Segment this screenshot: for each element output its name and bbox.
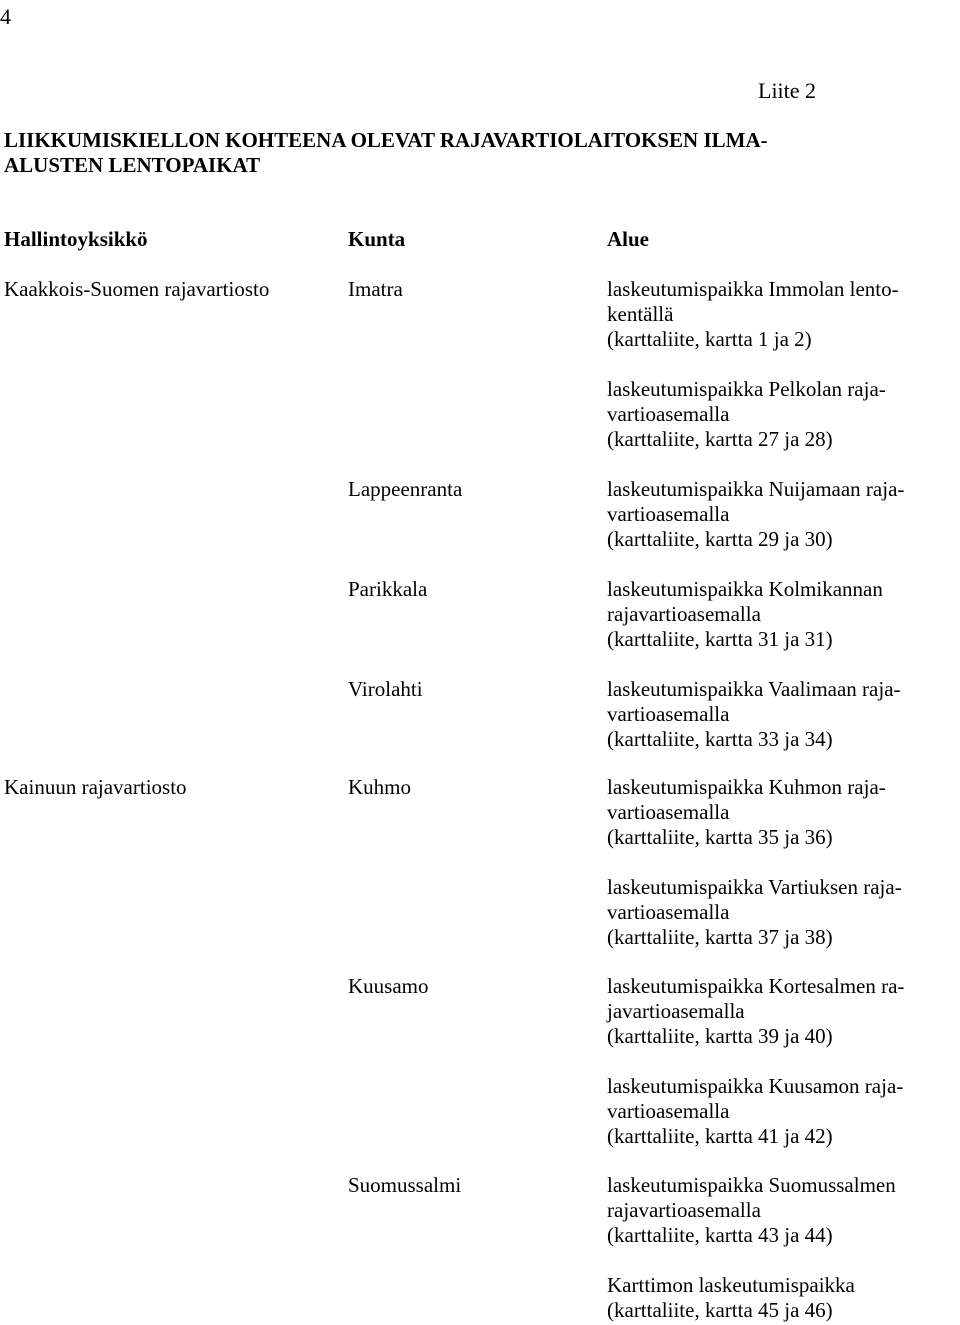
column-header-municipality: Kunta <box>348 227 406 251</box>
area-line: vartioasemalla <box>607 800 730 824</box>
area-line: vartioasemalla <box>607 702 730 726</box>
area-cell <box>607 277 899 352</box>
area-line: laskeutumispaikka Vartiuksen raja- <box>607 875 902 899</box>
area-line: (karttaliite, kartta 45 ja 46) <box>607 1298 833 1322</box>
document-title-line-2: ALUSTEN LENTOPAIKAT <box>4 153 261 177</box>
area-line: laskeutumispaikka Nuijamaan raja- <box>607 477 905 501</box>
area-cell <box>607 875 902 950</box>
appendix-label: Liite 2 <box>758 78 817 103</box>
area-line: (karttaliite, kartta 41 ja 42) <box>607 1124 833 1148</box>
area-line: vartioasemalla <box>607 402 730 426</box>
area-line: kentällä <box>607 302 674 326</box>
area-line: (karttaliite, kartta 31 ja 31) <box>607 627 833 651</box>
area-cell <box>607 677 901 752</box>
area-line: laskeutumispaikka Kolmikannan <box>607 577 883 601</box>
area-line: laskeutumispaikka Immolan lento- <box>607 277 899 301</box>
area-line: vartioasemalla <box>607 1099 730 1123</box>
page-number: 4 <box>0 4 11 29</box>
area-cell <box>607 1173 896 1248</box>
area-line: (karttaliite, kartta 33 ja 34) <box>607 727 833 751</box>
municipality-cell: Lappeenranta <box>348 477 463 501</box>
unit-cell: Kainuun rajavartiosto <box>4 775 187 799</box>
municipality-cell: Kuhmo <box>348 775 411 799</box>
column-header-unit: Hallintoyksikkö <box>4 227 148 251</box>
area-line: (karttaliite, kartta 43 ja 44) <box>607 1223 833 1247</box>
area-cell <box>607 1074 903 1149</box>
area-cell <box>607 775 886 850</box>
municipality-cell: Kuusamo <box>348 974 429 998</box>
document-title-line-1: LIIKKUMISKIELLON KOHTEENA OLEVAT RAJAVARTIOLAITOKSEN ILMA- <box>4 128 768 152</box>
area-line: rajavartioasemalla <box>607 602 761 626</box>
area-line: laskeutumispaikka Pelkolan raja- <box>607 377 886 401</box>
area-line: laskeutumispaikka Vaalimaan raja- <box>607 677 901 701</box>
area-cell <box>607 577 883 652</box>
municipality-cell: Imatra <box>348 277 403 301</box>
area-line: (karttaliite, kartta 27 ja 28) <box>607 427 833 451</box>
municipality-cell: Parikkala <box>348 577 428 601</box>
area-cell <box>607 377 886 452</box>
area-line: Karttimon laskeutumispaikka <box>607 1273 855 1297</box>
area-line: (karttaliite, kartta 29 ja 30) <box>607 527 833 551</box>
municipality-cell: Suomussalmi <box>348 1173 462 1197</box>
area-line: laskeutumispaikka Suomussalmen <box>607 1173 896 1197</box>
unit-cell: Kaakkois-Suomen rajavartiosto <box>4 277 270 301</box>
area-line: (karttaliite, kartta 35 ja 36) <box>607 825 833 849</box>
area-line: laskeutumispaikka Kortesalmen ra- <box>607 974 905 998</box>
area-cell <box>607 477 904 552</box>
area-line: (karttaliite, kartta 1 ja 2) <box>607 327 812 351</box>
municipality-cell: Virolahti <box>348 677 423 701</box>
area-cell <box>607 974 904 1049</box>
area-line: (karttaliite, kartta 39 ja 40) <box>607 1024 833 1048</box>
area-cell <box>607 1273 855 1323</box>
area-line: javartioasemalla <box>607 999 745 1023</box>
area-line: (karttaliite, kartta 37 ja 38) <box>607 925 833 949</box>
area-line: laskeutumispaikka Kuhmon raja- <box>607 775 886 799</box>
area-line: vartioasemalla <box>607 502 730 526</box>
area-line: laskeutumispaikka Kuusamon raja- <box>607 1074 904 1098</box>
area-line: vartioasemalla <box>607 900 730 924</box>
column-header-area: Alue <box>607 227 649 251</box>
area-line: rajavartioasemalla <box>607 1198 761 1222</box>
